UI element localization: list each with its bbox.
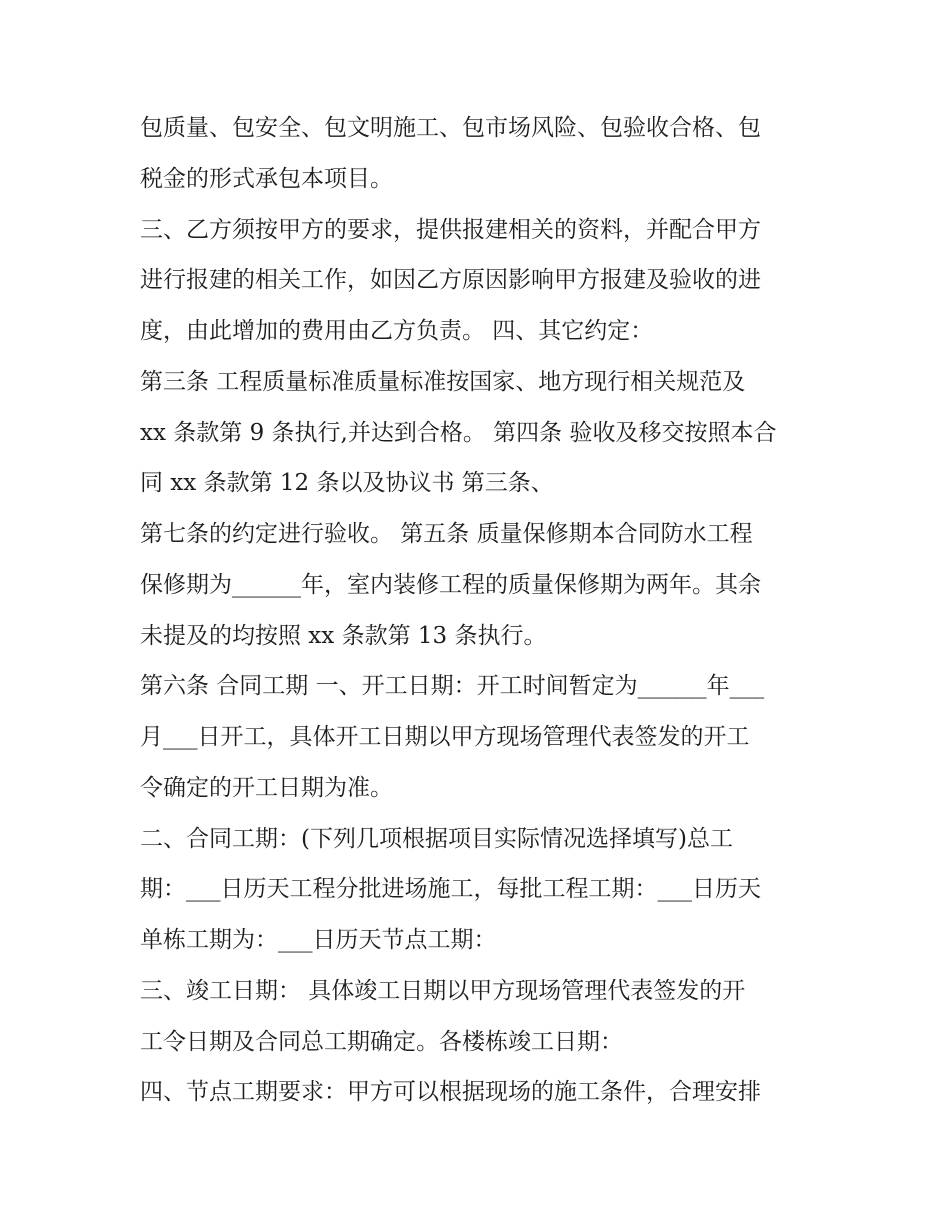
contract-text-body	[140, 103, 820, 1118]
text-line: 四、节点工期要求：甲方可以根据现场的施工条件，合理安排	[140, 1079, 761, 1106]
text-line: 同 xx 条款第 12 条以及协议书 第三条、	[140, 470, 554, 497]
text-line: 税金的形式承包本项目。	[140, 165, 393, 192]
text-line: 未提及的均按照 xx 条款第 13 条执行。	[140, 622, 547, 649]
text-line: 保修期为______年，室内装修工程的质量保修期为两年。其余	[140, 571, 761, 598]
text-line: 月___日开工，具体开工日期以甲方现场管理代表签发的开工	[140, 724, 750, 750]
text-line: 进行报建的相关工作，如因乙方原因影响甲方报建及验收的进	[140, 267, 761, 294]
text-line: 二、合同工期：(下列几项根据项目实际情况选择填写)总工	[140, 825, 733, 852]
text-line: 工令日期及合同总工期确定。各楼栋竣工日期：	[140, 1028, 623, 1055]
text-line: 三、乙方须按甲方的要求，提供报建相关的资料，并配合甲方	[140, 216, 761, 243]
text-line: 三、竣工日期： 具体竣工日期以甲方现场管理代表签发的开	[140, 977, 746, 1004]
text-line: 第三条 工程质量标准质量标准按国家、地方现行相关规范及	[140, 368, 746, 395]
text-line: xx 条款第 9 条执行,并达到合格。 第四条 验收及移交按照本合	[140, 419, 777, 446]
text-line: 第七条的约定进行验收。 第五条 质量保修期本合同防水工程	[140, 521, 753, 547]
text-line: 度，由此增加的费用由乙方负责。 四、其它约定：	[140, 318, 654, 344]
text-line: 单栋工期为：___日历天节点工期：	[140, 927, 497, 953]
text-line: 包质量、包安全、包文明施工、包市场风险、包验收合格、包	[140, 115, 761, 141]
text-line: 期：___日历天工程分批进场施工，每批工程工期：___日历天	[140, 876, 761, 903]
text-line: 令确定的开工日期为准。	[140, 774, 393, 801]
text-line: 第六条 合同工期 一、开工日期：开工时间暂定为______年___	[140, 673, 765, 700]
